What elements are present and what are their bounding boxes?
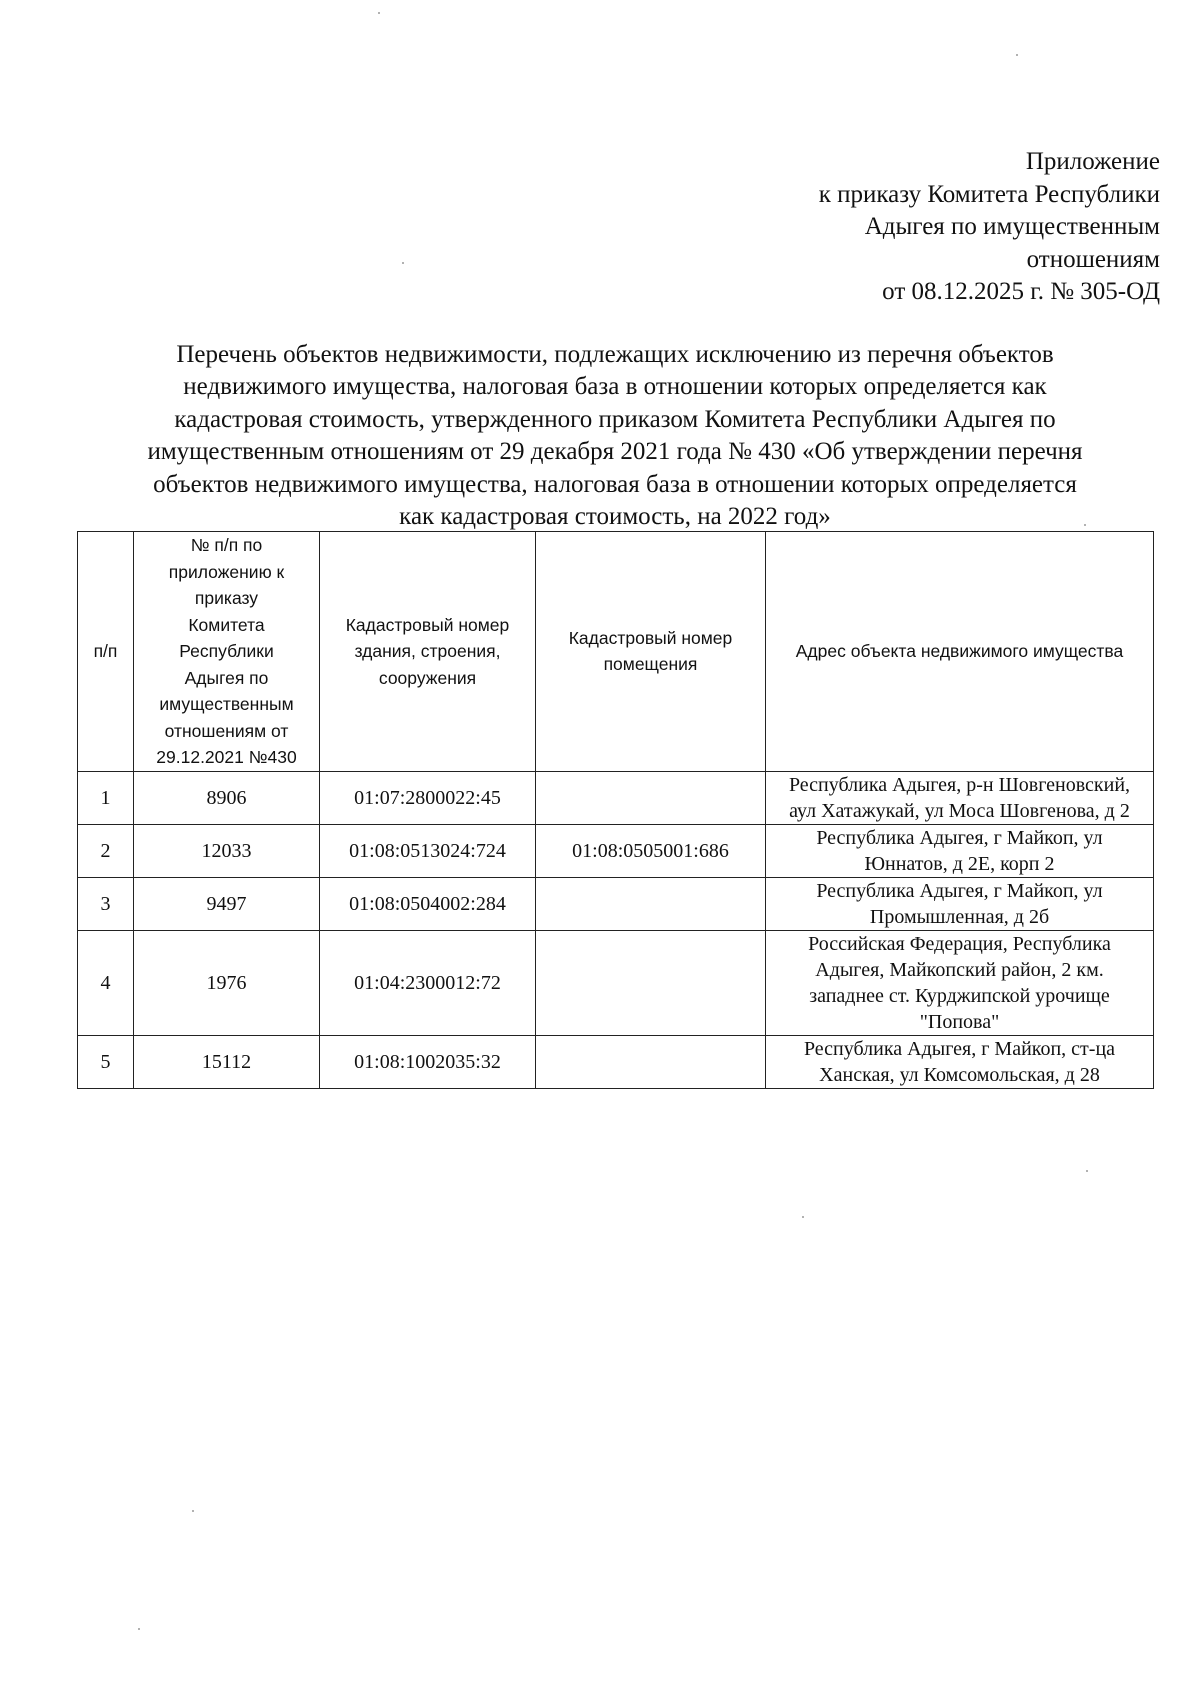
appendix-ref: 15112: [134, 1035, 320, 1088]
appendix-line: Адыгея по имущественным: [864, 213, 1160, 240]
address-line: Промышленная, д 2б: [869, 905, 1050, 928]
header-text: 29.12.2021 №430: [156, 747, 297, 767]
appendix-line: отношениям: [1026, 245, 1160, 273]
header-text: Комитета: [188, 614, 265, 635]
address-line: Адыгея, Майкопский район, 2 км.: [815, 958, 1104, 981]
appendix-ref: 12033: [134, 824, 320, 877]
table-header-row: [78, 532, 1154, 772]
row-number: 4: [78, 930, 134, 1035]
appendix-line: Приложение: [1025, 148, 1160, 175]
row-number: 2: [78, 824, 134, 877]
scan-speck: [402, 262, 404, 264]
table-row: [78, 1035, 1154, 1088]
object-address: [766, 930, 1154, 1035]
appendix-ref: 1976: [134, 930, 320, 1035]
object-address: [766, 771, 1154, 824]
scan-speck: [138, 1628, 140, 1630]
premises-cadastral-number: [536, 930, 766, 1035]
header-text: Кадастровый номер: [568, 627, 733, 648]
header-text: приложению к: [168, 561, 285, 582]
header-text: Адыгея по: [184, 667, 269, 688]
address-line: Республика Адыгея, г Майкоп, ул: [816, 879, 1103, 902]
premises-cadastral-number: [536, 771, 766, 824]
header-text: помещения: [603, 654, 698, 675]
header-row-number: [78, 532, 134, 772]
table-row: [78, 824, 1154, 877]
building-cadastral-number: 01:08:0513024:724: [320, 824, 536, 877]
address-line: "Попова": [919, 1010, 1000, 1033]
appendix-ref: 8906: [134, 771, 320, 824]
object-address: [766, 824, 1154, 877]
building-cadastral-number: 01:07:2800022:45: [320, 771, 536, 824]
header-text: сооружения: [378, 667, 477, 688]
object-address: [766, 877, 1154, 930]
appendix-header: [600, 146, 1160, 309]
header-building-cadastral: [320, 532, 536, 772]
address-line: Российская Федерация, Республика: [808, 932, 1111, 955]
address-line: Юннатов, д 2Е, корп 2: [864, 852, 1055, 875]
table-row: [78, 930, 1154, 1035]
building-cadastral-number: 01:08:1002035:32: [320, 1035, 536, 1088]
row-number: 3: [78, 877, 134, 930]
address-line: аул Хатажукай, ул Моса Шовгенова, д 2: [789, 799, 1130, 822]
title-line: недвижимого имущества, налоговая база в отношении которых определяется как: [183, 373, 1047, 401]
title-line: кадастровая стоимость, утвержденного приказом Комитета Республики Адыгея по: [174, 405, 1056, 433]
address-line: западнее ст. Курджипской урочище: [809, 984, 1110, 1007]
table-row: [78, 771, 1154, 824]
building-cadastral-number: 01:08:0504002:284: [320, 877, 536, 930]
header-text: № п/п по: [190, 535, 263, 555]
header-text: отношениям от: [164, 720, 289, 741]
address-line: Республика Адыгея, р-н Шовгеновский,: [788, 773, 1131, 796]
document-title: [80, 339, 1150, 533]
row-number: 1: [78, 771, 134, 824]
scan-speck: [192, 1510, 194, 1512]
appendix-line: от 08.12.2025 г. № 305-ОД: [882, 278, 1160, 305]
building-cadastral-number: 01:04:2300012:72: [320, 930, 536, 1035]
scan-speck: [1084, 524, 1086, 526]
address-line: Республика Адыгея, г Майкоп, ст-ца: [803, 1037, 1116, 1060]
address-line: Республика Адыгея, г Майкоп, ул: [816, 826, 1103, 849]
scan-speck: [1086, 1170, 1088, 1172]
title-line: имущественным отношениям от 29 декабря 2021 года № 430 «Об утверждении перечня: [147, 438, 1083, 466]
premises-cadastral-number: [536, 877, 766, 930]
header-text: Адрес объекта недвижимого имущества: [795, 641, 1124, 661]
appendix-ref: 9497: [134, 877, 320, 930]
premises-cadastral-number: [536, 1035, 766, 1088]
scan-speck: [1016, 54, 1018, 56]
header-text: имущественным: [159, 694, 294, 714]
scan-speck: [378, 12, 380, 14]
title-line: Перечень объектов недвижимости, подлежащих исключению из перечня объектов: [176, 341, 1054, 368]
scan-speck: [802, 1216, 804, 1218]
header-premises-cadastral: [536, 532, 766, 772]
row-number: 5: [78, 1035, 134, 1088]
header-text: Кадастровый номер: [345, 614, 510, 635]
object-address: [766, 1035, 1154, 1088]
header-appendix-ref: [134, 532, 320, 772]
title-line: объектов недвижимого имущества, налоговая база в отношении которых определяется: [153, 470, 1077, 498]
address-line: Ханская, ул Комсомольская, д 28: [819, 1063, 1100, 1086]
header-text: п/п: [93, 641, 118, 661]
header-address: [766, 532, 1154, 772]
objects-table: [77, 531, 1154, 1089]
premises-cadastral-number: 01:08:0505001:686: [536, 824, 766, 877]
appendix-line: к приказу Комитета Республики: [818, 180, 1160, 208]
header-text: здания, строения,: [354, 641, 501, 661]
header-text: приказу: [194, 588, 259, 608]
title-line: как кадастровая стоимость, на 2022 год»: [399, 503, 831, 531]
table-row: [78, 877, 1154, 930]
header-text: Республики: [179, 641, 274, 661]
